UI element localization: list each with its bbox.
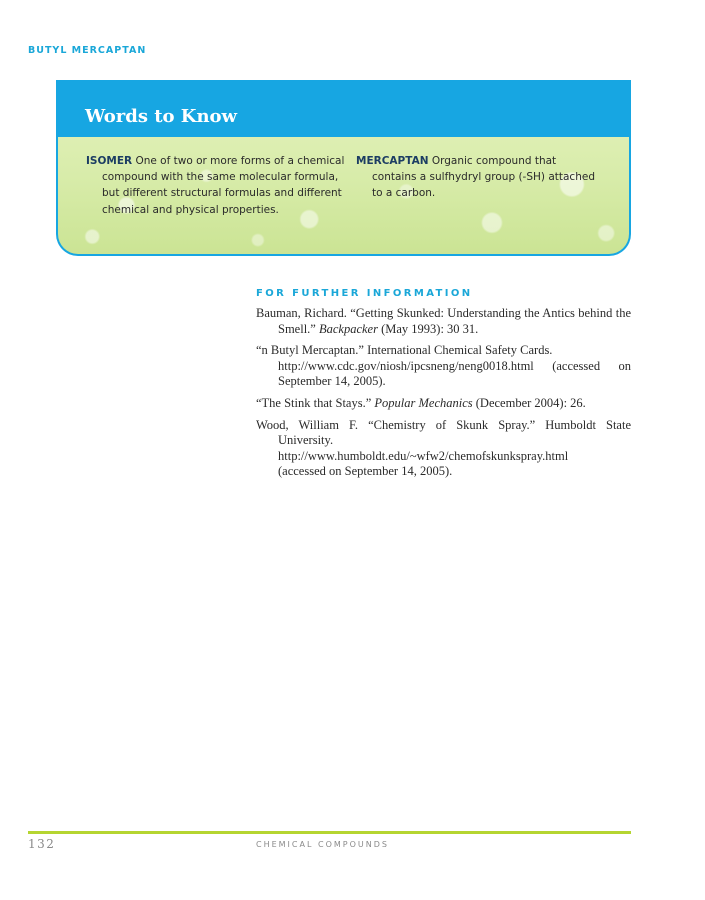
words-to-know-header [58,80,629,137]
reference-item [256,418,631,480]
page-number: 132 [28,837,56,851]
further-information-heading: FOR FURTHER INFORMATION [256,288,473,299]
reference-text: “n Butyl Mercaptan.” International Chemical Safety Cards. [256,343,553,358]
reference-item [256,343,631,390]
reference-publication: Popular Mechanics [374,395,473,410]
glossary-definition: Organic compound that contains a sulfhydryl group (-SH) attached to a carbon. [372,155,595,200]
footer-book-title: CHEMICAL COMPOUNDS [256,840,389,849]
glossary-entry [86,153,346,218]
reference-url[interactable]: http://www.cdc.gov/niosh/ipcsneng/neng0018.html [278,358,534,373]
reference-text: “The Stink that Stays.” [256,395,375,410]
glossary-definition: One of two or more forms of a chemical compound with the same molecular formula, but different structural formulas and different chemical and physical properties. [102,155,345,216]
reference-url[interactable]: http://www.humboldt.edu/~wfw2/chemofskunkspray.html [278,448,569,463]
reference-text: Bauman, Richard. “Getting Skunked: Understanding the Antics behind the Smell.” [256,306,631,336]
words-to-know-title: Words to Know [85,106,238,127]
glossary-entry [356,153,596,202]
reference-publication: Backpacker [318,321,378,336]
reference-item [256,396,631,412]
reference-item [256,306,631,337]
glossary-column-right [356,153,596,202]
glossary-term: MERCAPTAN [356,155,429,167]
glossary-column-left [86,153,346,218]
reference-access-date: (accessed on September 14, 2005). [278,358,631,389]
words-to-know-box [56,80,631,256]
reference-access-date: (accessed on September 14, 2005). [278,464,453,479]
footer-rule [28,831,631,834]
reference-list [256,306,631,486]
reference-text: Wood, William F. “Chemistry of Skunk Spray.” Humboldt State University. [256,417,631,448]
glossary-term: ISOMER [86,155,133,167]
reference-details: (December 2004): 26. [472,395,586,410]
running-head: BUTYL MERCAPTAN [28,45,147,56]
reference-details: (May 1993): 30 31. [377,321,479,336]
